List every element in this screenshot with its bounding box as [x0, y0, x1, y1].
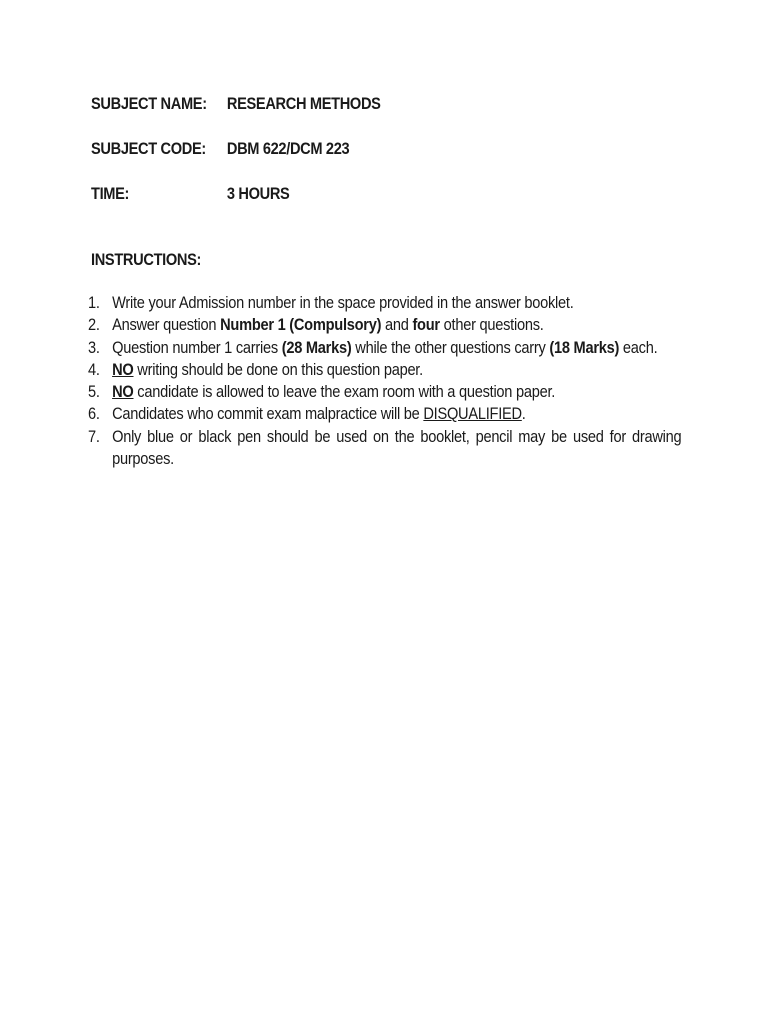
- instruction-text: Question number 1 carries: [112, 337, 282, 357]
- instruction-emphasis: four: [412, 315, 440, 335]
- instruction-text: writing should be done on this question paper.: [133, 359, 423, 379]
- time-row: [91, 184, 289, 204]
- instruction-emphasis: Number 1 (Compulsory): [220, 315, 382, 335]
- instruction-item-2: [88, 314, 681, 336]
- instruction-item-1: [88, 292, 681, 314]
- instruction-item-4: [88, 359, 681, 381]
- instruction-list: [88, 292, 681, 470]
- subject-code-value: DBM 622/DCM 223: [226, 139, 350, 158]
- instruction-text: Answer question: [112, 315, 221, 335]
- time-value: 3 HOURS: [226, 184, 290, 203]
- subject-name-row: [91, 94, 381, 114]
- instruction-number: 3.: [88, 337, 100, 357]
- instruction-text: Write your Admission number in the space provided in the answer booklet.: [112, 293, 574, 312]
- instruction-underlined: DISQUALIFIED: [423, 404, 522, 424]
- instruction-text: candidate is allowed to leave the exam room with a question paper.: [133, 382, 556, 402]
- instruction-item-3: [88, 337, 681, 359]
- instruction-text: each.: [619, 337, 658, 357]
- instruction-emphasis: (28 Marks): [281, 337, 352, 357]
- instruction-number: 5.: [88, 382, 100, 402]
- instruction-number: 1.: [88, 293, 100, 312]
- instruction-number: 7.: [88, 426, 100, 446]
- instruction-item-5: [88, 381, 681, 403]
- instruction-text: .: [521, 404, 526, 424]
- subject-code-row: [91, 139, 349, 159]
- instruction-emphasis: (18 Marks): [549, 337, 620, 357]
- time-label: TIME:: [91, 184, 130, 203]
- instruction-text: Only blue or black pen should be used on the booklet, pencil may be used for drawing purposes.: [112, 426, 682, 469]
- instruction-number: 4.: [88, 359, 100, 379]
- instructions-heading: INSTRUCTIONS:: [91, 250, 202, 269]
- instruction-item-6: [88, 403, 681, 425]
- instruction-text: Candidates who commit exam malpractice will be: [112, 404, 424, 424]
- instruction-item-7: [88, 426, 681, 471]
- instruction-text: and: [381, 315, 413, 335]
- instruction-number: 6.: [88, 404, 100, 424]
- instruction-number: 2.: [88, 315, 100, 335]
- subject-name-value: RESEARCH METHODS: [226, 94, 381, 113]
- instruction-text: while the other questions carry: [351, 337, 550, 357]
- subject-name-label: SUBJECT NAME:: [91, 94, 207, 113]
- instruction-emphasis: NO: [112, 382, 134, 402]
- subject-code-label: SUBJECT CODE:: [91, 139, 206, 158]
- instruction-text: other questions.: [439, 315, 544, 335]
- instruction-emphasis: NO: [112, 359, 134, 379]
